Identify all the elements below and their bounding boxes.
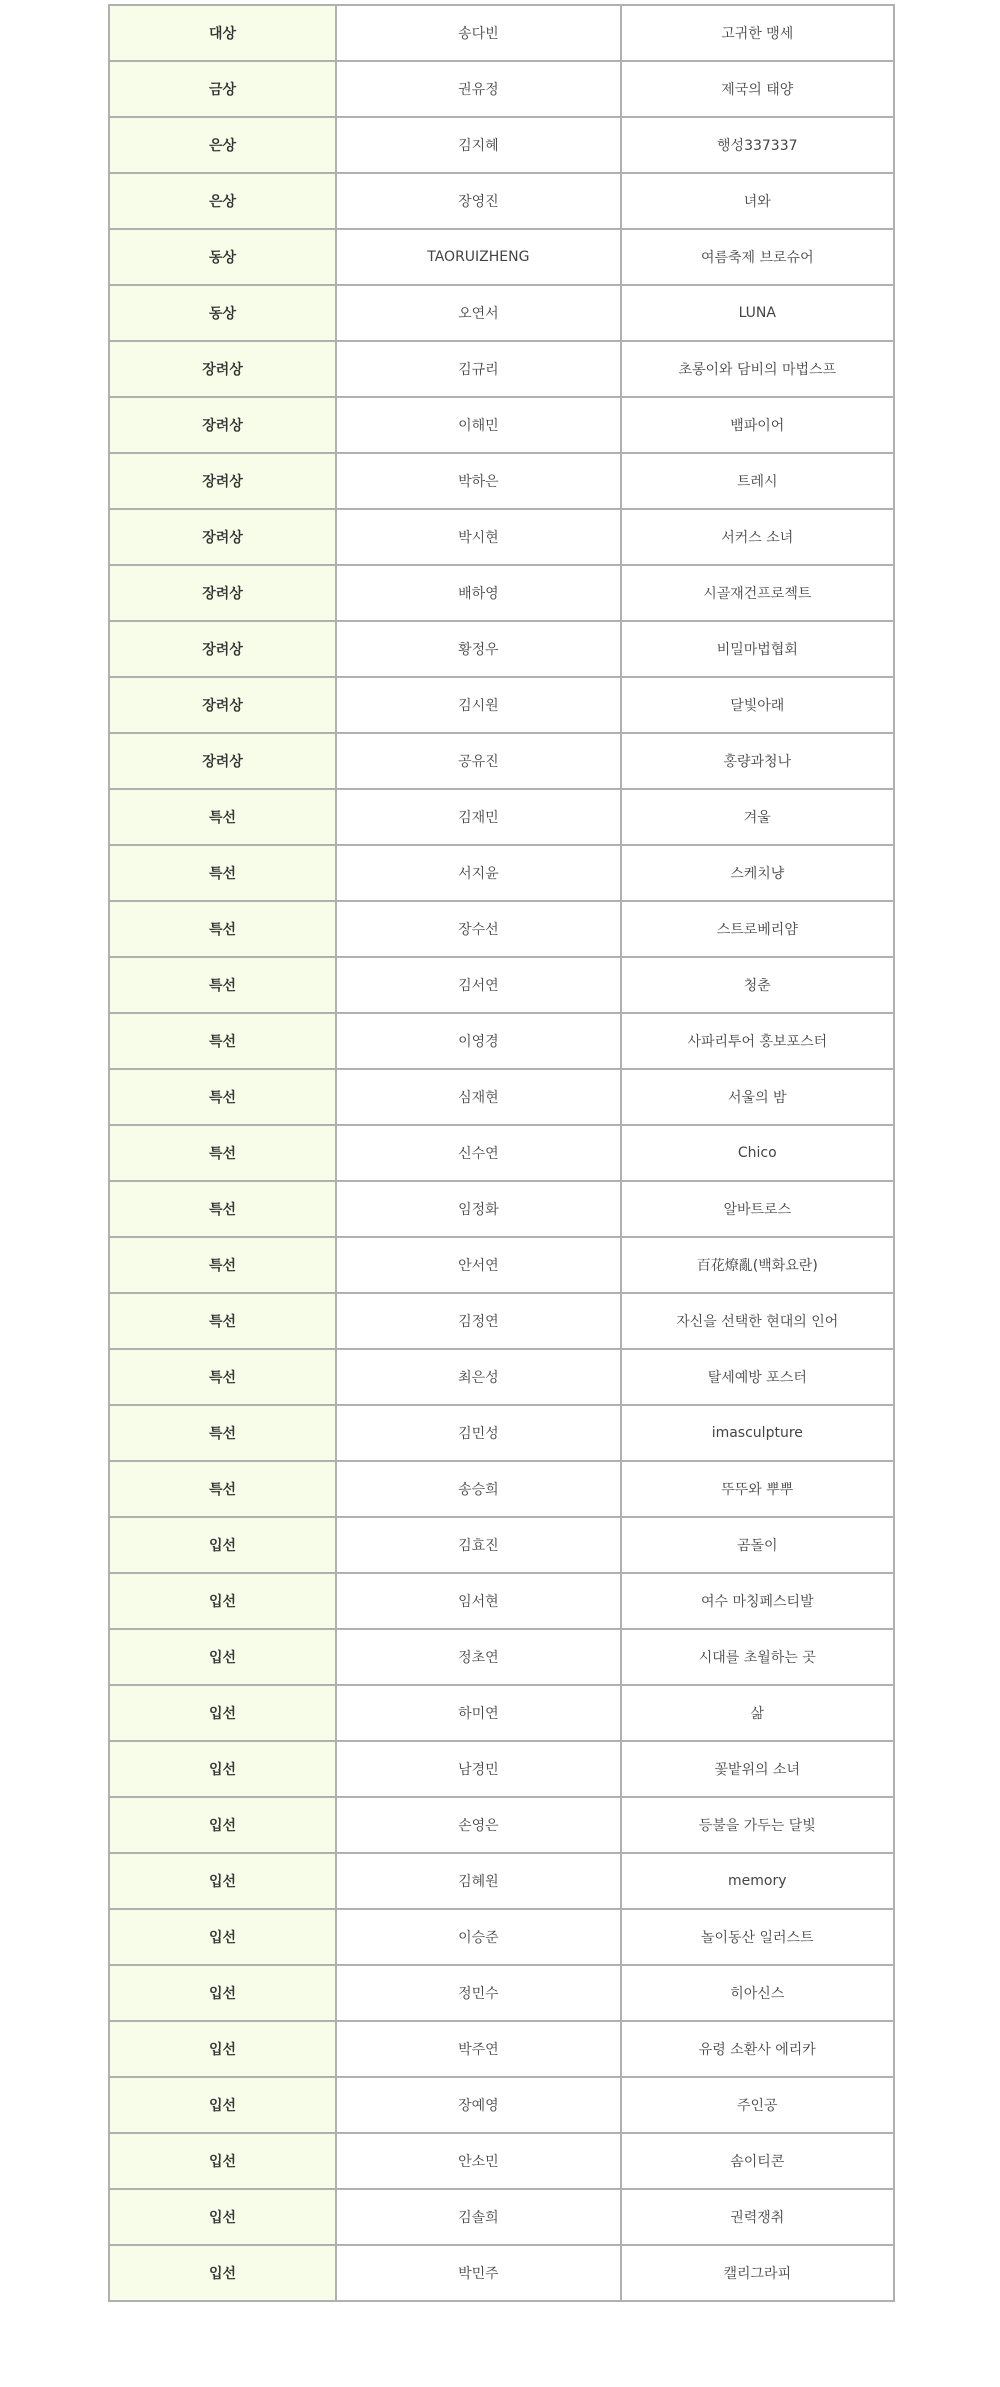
work-title-cell: LUNA [622,286,893,340]
winner-name-cell: 권유정 [337,62,619,116]
award-cell: 입선 [110,2246,335,2300]
winner-name-cell: 서지윤 [337,846,619,900]
winner-name-cell: 임정화 [337,1182,619,1236]
work-title-cell: 서울의 밤 [622,1070,893,1124]
table-row [110,1406,893,1460]
award-cell: 입선 [110,1910,335,1964]
winner-name-cell: 김지혜 [337,118,619,172]
winner-name-cell: 손영은 [337,1798,619,1852]
award-cell: 입선 [110,2134,335,2188]
award-cell: 입선 [110,1574,335,1628]
winner-name-cell: 안소민 [337,2134,619,2188]
table-row [110,1854,893,1908]
winner-name-cell: 김정연 [337,1294,619,1348]
award-cell: 장려상 [110,678,335,732]
work-title-cell: 여수 마칭페스티발 [622,1574,893,1628]
winner-name-cell: 임서현 [337,1574,619,1628]
award-cell: 특선 [110,902,335,956]
award-cell: 특선 [110,1014,335,1068]
work-title-cell: 스케치냥 [622,846,893,900]
winner-name-cell: TAORUIZHENG [337,230,619,284]
winner-name-cell: 하미연 [337,1686,619,1740]
table-row [110,1574,893,1628]
winner-name-cell: 이영경 [337,1014,619,1068]
winner-name-cell: 장예영 [337,2078,619,2132]
table-row [110,118,893,172]
award-cell: 특선 [110,1238,335,1292]
work-title-cell: 꽃밭위의 소녀 [622,1742,893,1796]
winner-name-cell: 박민주 [337,2246,619,2300]
award-cell: 특선 [110,1350,335,1404]
award-cell: 장려상 [110,734,335,788]
table-row [110,398,893,452]
table-row [110,2246,893,2300]
winner-name-cell: 송승희 [337,1462,619,1516]
work-title-cell: 제국의 태양 [622,62,893,116]
table-row [110,622,893,676]
award-cell: 입선 [110,2022,335,2076]
work-title-cell: 비밀마법협회 [622,622,893,676]
table-row [110,1182,893,1236]
winner-name-cell: 심재현 [337,1070,619,1124]
award-cell: 동상 [110,286,335,340]
table-row [110,1630,893,1684]
work-title-cell: 삶 [622,1686,893,1740]
work-title-cell: 여름축제 브로슈어 [622,230,893,284]
table-row [110,1350,893,1404]
table-row [110,454,893,508]
table-row [110,958,893,1012]
work-title-cell: 초롱이와 담비의 마법스프 [622,342,893,396]
table-row [110,2022,893,2076]
winner-name-cell: 이승준 [337,1910,619,1964]
award-cell: 금상 [110,62,335,116]
winner-name-cell: 박주연 [337,2022,619,2076]
table-row [110,1462,893,1516]
award-cell: 입선 [110,1686,335,1740]
table-row [110,174,893,228]
winner-name-cell: 안서연 [337,1238,619,1292]
winner-name-cell: 남경민 [337,1742,619,1796]
award-cell: 특선 [110,1294,335,1348]
work-title-cell: 유령 소환사 에리카 [622,2022,893,2076]
table-row [110,902,893,956]
work-title-cell: 권력쟁취 [622,2190,893,2244]
winner-name-cell: 박시현 [337,510,619,564]
table-row [110,510,893,564]
award-cell: 특선 [110,1462,335,1516]
winner-name-cell: 장영진 [337,174,619,228]
table-row [110,1686,893,1740]
winner-name-cell: 김혜원 [337,1854,619,1908]
award-cell: 입선 [110,1518,335,1572]
award-cell: 특선 [110,1126,335,1180]
table-row [110,1126,893,1180]
table-row [110,1910,893,1964]
award-cell: 입선 [110,1630,335,1684]
table-row [110,790,893,844]
award-cell: 특선 [110,1406,335,1460]
work-title-cell: 스트로베리얌 [622,902,893,956]
award-cell: 입선 [110,1742,335,1796]
award-cell: 장려상 [110,398,335,452]
work-title-cell: 서커스 소녀 [622,510,893,564]
award-cell: 동상 [110,230,335,284]
award-cell: 은상 [110,118,335,172]
table-row [110,2190,893,2244]
award-cell: 입선 [110,1966,335,2020]
award-cell: 장려상 [110,510,335,564]
award-cell: 특선 [110,1070,335,1124]
award-cell: 특선 [110,1182,335,1236]
work-title-cell: 百花燎亂(백화요란) [622,1238,893,1292]
work-title-cell: 행성337337 [622,118,893,172]
work-title-cell: 놀이동산 일러스트 [622,1910,893,1964]
work-title-cell: 등불을 가두는 달빛 [622,1798,893,1852]
work-title-cell: 히아신스 [622,1966,893,2020]
table-row [110,1966,893,2020]
work-title-cell: 녀와 [622,174,893,228]
winner-name-cell: 오연서 [337,286,619,340]
table-row [110,566,893,620]
work-title-cell: Chico [622,1126,893,1180]
work-title-cell: 뚜뚜와 뿌뿌 [622,1462,893,1516]
winner-name-cell: 김민성 [337,1406,619,1460]
table-row [110,1742,893,1796]
work-title-cell: 시대를 초월하는 곳 [622,1630,893,1684]
table-row [110,342,893,396]
table-row [110,2134,893,2188]
winner-name-cell: 공유진 [337,734,619,788]
work-title-cell: 사파리투어 홍보포스터 [622,1014,893,1068]
work-title-cell: 탈세예방 포스터 [622,1350,893,1404]
winner-name-cell: 황정우 [337,622,619,676]
award-cell: 은상 [110,174,335,228]
table-row [110,846,893,900]
award-cell: 입선 [110,2190,335,2244]
winner-name-cell: 박하은 [337,454,619,508]
award-cell: 장려상 [110,566,335,620]
work-title-cell: 청춘 [622,958,893,1012]
winner-name-cell: 김시원 [337,678,619,732]
work-title-cell: 주인공 [622,2078,893,2132]
award-cell: 입선 [110,1854,335,1908]
work-title-cell: 뱀파이어 [622,398,893,452]
winner-name-cell: 장수선 [337,902,619,956]
work-title-cell: 캘리그라피 [622,2246,893,2300]
award-cell: 장려상 [110,342,335,396]
winner-name-cell: 이해민 [337,398,619,452]
table-row [110,230,893,284]
work-title-cell: 겨울 [622,790,893,844]
award-cell: 특선 [110,790,335,844]
table-row [110,678,893,732]
winner-name-cell: 김서연 [337,958,619,1012]
work-title-cell: 곰돌이 [622,1518,893,1572]
table-row [110,1238,893,1292]
winner-name-cell: 김효진 [337,1518,619,1572]
work-title-cell: 달빛아래 [622,678,893,732]
awards-table [108,4,895,2302]
table-row [110,286,893,340]
work-title-cell: 시골재건프로젝트 [622,566,893,620]
work-title-cell: 홍량과청나 [622,734,893,788]
awards-table-body [110,6,893,2300]
work-title-cell: 고귀한 맹세 [622,6,893,60]
winner-name-cell: 최은성 [337,1350,619,1404]
winner-name-cell: 김규리 [337,342,619,396]
work-title-cell: imasculpture [622,1406,893,1460]
work-title-cell: 트레시 [622,454,893,508]
winner-name-cell: 김솔희 [337,2190,619,2244]
table-row [110,1070,893,1124]
winner-name-cell: 정초연 [337,1630,619,1684]
work-title-cell: 알바트로스 [622,1182,893,1236]
table-row [110,734,893,788]
table-row [110,62,893,116]
award-cell: 장려상 [110,622,335,676]
table-row [110,6,893,60]
award-cell: 특선 [110,958,335,1012]
winner-name-cell: 배하영 [337,566,619,620]
award-cell: 입선 [110,2078,335,2132]
winner-name-cell: 송다빈 [337,6,619,60]
table-row [110,2078,893,2132]
table-row [110,1518,893,1572]
winner-name-cell: 신수연 [337,1126,619,1180]
award-cell: 장려상 [110,454,335,508]
award-cell: 특선 [110,846,335,900]
award-cell: 입선 [110,1798,335,1852]
work-title-cell: 자신을 선택한 현대의 인어 [622,1294,893,1348]
winner-name-cell: 정민수 [337,1966,619,2020]
work-title-cell: memory [622,1854,893,1908]
award-cell: 대상 [110,6,335,60]
table-row [110,1798,893,1852]
winner-name-cell: 김재민 [337,790,619,844]
work-title-cell: 솜이티콘 [622,2134,893,2188]
table-row [110,1014,893,1068]
table-row [110,1294,893,1348]
